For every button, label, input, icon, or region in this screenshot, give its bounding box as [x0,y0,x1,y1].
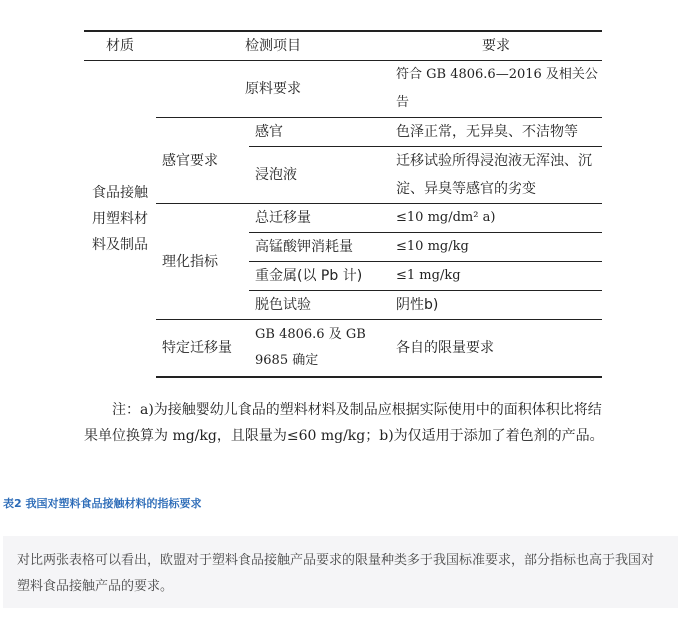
table-row-physchem-1 [84,204,602,233]
table-footnote [84,397,606,449]
specific-requirement: 各自的限量要求 [390,320,602,378]
physchem-category: 理化指标 [156,204,249,320]
physchem-requirement-3: ≤1 mg/kg [390,262,602,291]
specific-category: 特定迁移量 [156,320,249,378]
raw-requirement: 符合 GB 4806.6—2016 及相关公告 [390,61,602,118]
table-caption: 表2 我国对塑料食品接触材料的指标要求 [3,497,202,510]
footnote-text: 注：a)为接触婴幼儿食品的塑料材料及制品应根据实际使用中的面积体积比将结果单位换算为 mg/kg，且限量为≤60 mg/kg；b)为仅适用于添加了着色剂的产品。 [84,402,604,444]
physchem-requirement-4: 阴性b) [390,291,602,320]
table-row-specific [84,320,602,378]
sensory-requirement-1: 色泽正常，无异臭、不洁物等 [390,118,602,147]
table-row-sensory-1 [84,118,602,147]
physchem-requirement-2: ≤10 mg/kg [390,233,602,262]
specific-item: GB 4806.6 及 GB 9685 确定 [249,320,390,378]
physchem-item-3: 重金属(以 Pb 计) [249,262,390,291]
physchem-item-1: 总迁移量 [249,204,390,233]
spec-table [84,30,602,378]
sensory-category: 感官要求 [156,118,249,204]
physchem-item-2: 高锰酸钾消耗量 [249,233,390,262]
sensory-item-1: 感官 [249,118,390,147]
physchem-requirement-1: ≤10 mg/dm² a) [390,204,602,233]
table-row-raw [84,61,602,118]
header-item: 检测项目 [156,31,390,61]
physchem-item-4: 脱色试验 [249,291,390,320]
summary-text: 对比两张表格可以看出，欧盟对于塑料食品接触产品要求的限量种类多于我国标准要求，部分指标也高于我国对塑料食品接触产品的要求。 [17,553,655,594]
summary-block [3,536,678,608]
header-requirement: 要求 [390,31,602,61]
raw-item: 原料要求 [156,61,390,118]
header-material: 材质 [84,31,156,61]
table-header-row [84,31,602,61]
material-cell: 食品接触用塑料材料及制品 [92,185,148,253]
sensory-item-2: 浸泡液 [249,147,390,204]
sensory-requirement-2: 迁移试验所得浸泡液无浑浊、沉淀、异臭等感官的劣变 [390,147,602,204]
spec-table-container [84,30,602,378]
